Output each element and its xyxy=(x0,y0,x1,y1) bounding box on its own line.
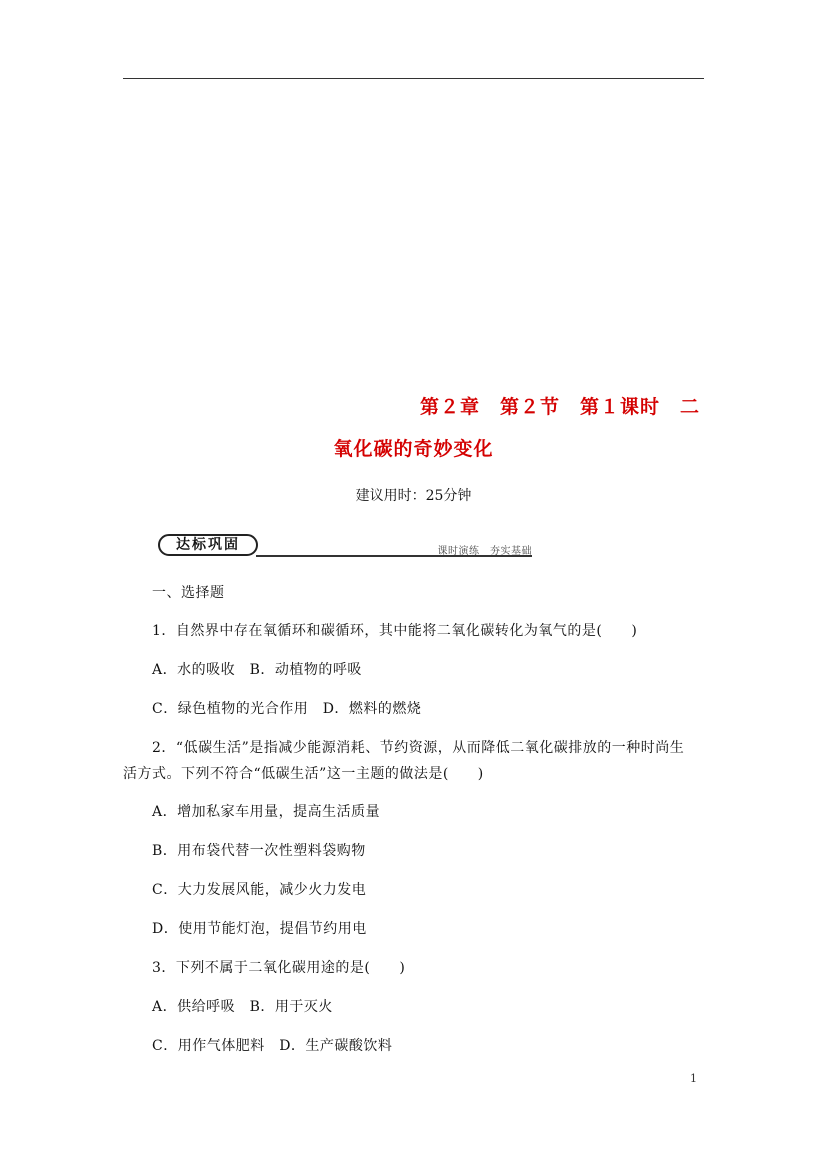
question-2-option: D．使用节能灯泡，提倡节约用电 xyxy=(152,921,367,937)
question-2-option: B．用布袋代替一次性塑料袋购物 xyxy=(152,843,366,859)
question-1-option-row: C．绿色植物的光合作用 D．燃料的燃烧 xyxy=(152,701,422,717)
question-2-option: A．增加私家车用量，提高生活质量 xyxy=(152,804,381,820)
section-banner xyxy=(158,534,532,560)
page-number: 1 xyxy=(690,1072,697,1085)
question-2-stem-continued: 活方式。下列不符合“低碳生活”这一主题的做法是( ) xyxy=(123,766,484,782)
section-heading: 一、选择题 xyxy=(152,585,225,601)
question-2-option: C．大力发展风能，减少火力发电 xyxy=(152,882,367,898)
lesson-title-line-2: 氧化碳的奇妙变化 xyxy=(333,438,494,460)
banner-subtitle: 课时演练 夯实基础 xyxy=(437,546,532,557)
suggested-time: 建议用时：25分钟 xyxy=(355,488,472,504)
question-1-stem: 1．自然界中存在氧循环和碳循环，其中能将二氧化碳转化为氧气的是( ) xyxy=(152,623,638,639)
question-3-option-row: A．供给呼吸 B．用于灭火 xyxy=(152,999,333,1015)
question-2-stem: 2．“低碳生活”是指减少能源消耗、节约资源，从而降低二氧化碳排放的一种时尚生 xyxy=(152,740,685,756)
question-3-stem: 3．下列不属于二氧化碳用途的是( ) xyxy=(152,960,406,976)
question-1-option-row: A．水的吸收 B．动植物的呼吸 xyxy=(152,662,362,678)
banner-label: 达标巩固 xyxy=(158,534,258,556)
question-3-option-row: C．用作气体肥料 D．生产碳酸饮料 xyxy=(152,1038,393,1054)
header-rule xyxy=(123,78,704,79)
lesson-title-line-1: 第２章 第２节 第１课时 二 xyxy=(419,396,700,418)
